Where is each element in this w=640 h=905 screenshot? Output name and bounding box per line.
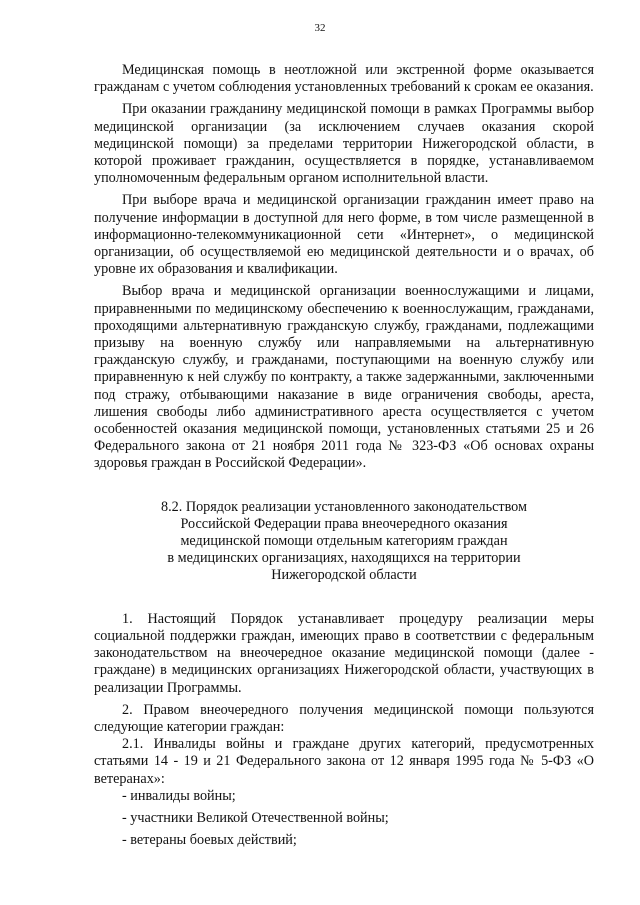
paragraph-veterans-law: 2.1. Инвалиды войны и граждане других категорий, предусмотренных статьями 14 - 19 и 21 Федерального закона от 12 января 1995 года № 5-ФЗ «О ветеранах»: (94, 736, 594, 787)
section-heading-line: 8.2. Порядок реализации установленного законодательством (161, 498, 527, 515)
paragraph-choice-outside-region: При оказании гражданину медицинской помощи в рамках Программы выбор медицинской организации (за исключением случаев оказания скорой медицинской помощи) за пределами территории Нижегородской области, в которой проживает гражданин, осуществляется в порядке, устанавливаемом уполномоченным федеральным органом исполнительной власти. (94, 101, 594, 187)
section-heading-line: Нижегородской области (271, 567, 417, 584)
paragraph-eligible-categories: 2. Правом внеочередного получения медицинской помощи пользуются следующие категории граждан: (94, 701, 594, 735)
document-body (94, 62, 594, 854)
page-number: 32 (314, 22, 326, 34)
section-heading-line: в медицинских организациях, находящихся на территории (167, 550, 521, 567)
section-heading-line: медицинской помощи отдельным категориям граждан (180, 533, 508, 550)
list-item: - инвалиды войны; (122, 787, 236, 804)
paragraph-procedure-scope: 1. Настоящий Порядок устанавливает процедуру реализации меры социальной поддержки граждан, имеющих право в соответствии с федеральным законодательством на внеочередное оказание медицинской помощи (далее - граждане) в медицинских организациях Нижегородской области, участвующих в реализации Программы. (94, 610, 594, 696)
paragraph-right-to-information: При выборе врача и медицинской организации гражданин имеет право на получение информации в доступной для него форме, в том числе размещенной в информационно-телекоммуникационной сети «Интернет», о медицинской организации, об осуществляемой ею медицинской деятельности и о врачах, об уровне их образования и квалификации. (94, 192, 594, 278)
section-heading-line: Российской Федерации права внеочередного оказания (180, 515, 508, 532)
list-item: - участники Великой Отечественной войны; (122, 809, 389, 826)
paragraph-emergency-care: Медицинская помощь в неотложной или экстренной форме оказывается гражданам с учетом соблюдения установленных требований к срокам ее оказания. (94, 62, 594, 96)
list-item: - ветераны боевых действий; (122, 832, 297, 849)
paragraph-military-choice: Выбор врача и медицинской организации военнослужащими и лицами, приравненными по медицинскому обеспечению к военнослужащим, гражданами, проходящими альтернативную гражданскую службу, гражданами, подлежащими призыву на военную службу или направляемыми на альтернативную гражданскую службу, и гражданами, поступающими на военную службу или приравненную к ней службу по контракту, а также задержанными, заключенными под стражу, отбывающими наказание в виде ограничения свободы, ареста, лишения свободы либо административного ареста осуществляется с учетом особенностей оказания медицинской помощи, установленных статьями 25 и 26 Федерального закона от 21 ноября 2011 года № 323-ФЗ «Об основах охраны здоровья граждан в Российской Федерации». (94, 283, 594, 472)
section-heading (94, 499, 594, 585)
